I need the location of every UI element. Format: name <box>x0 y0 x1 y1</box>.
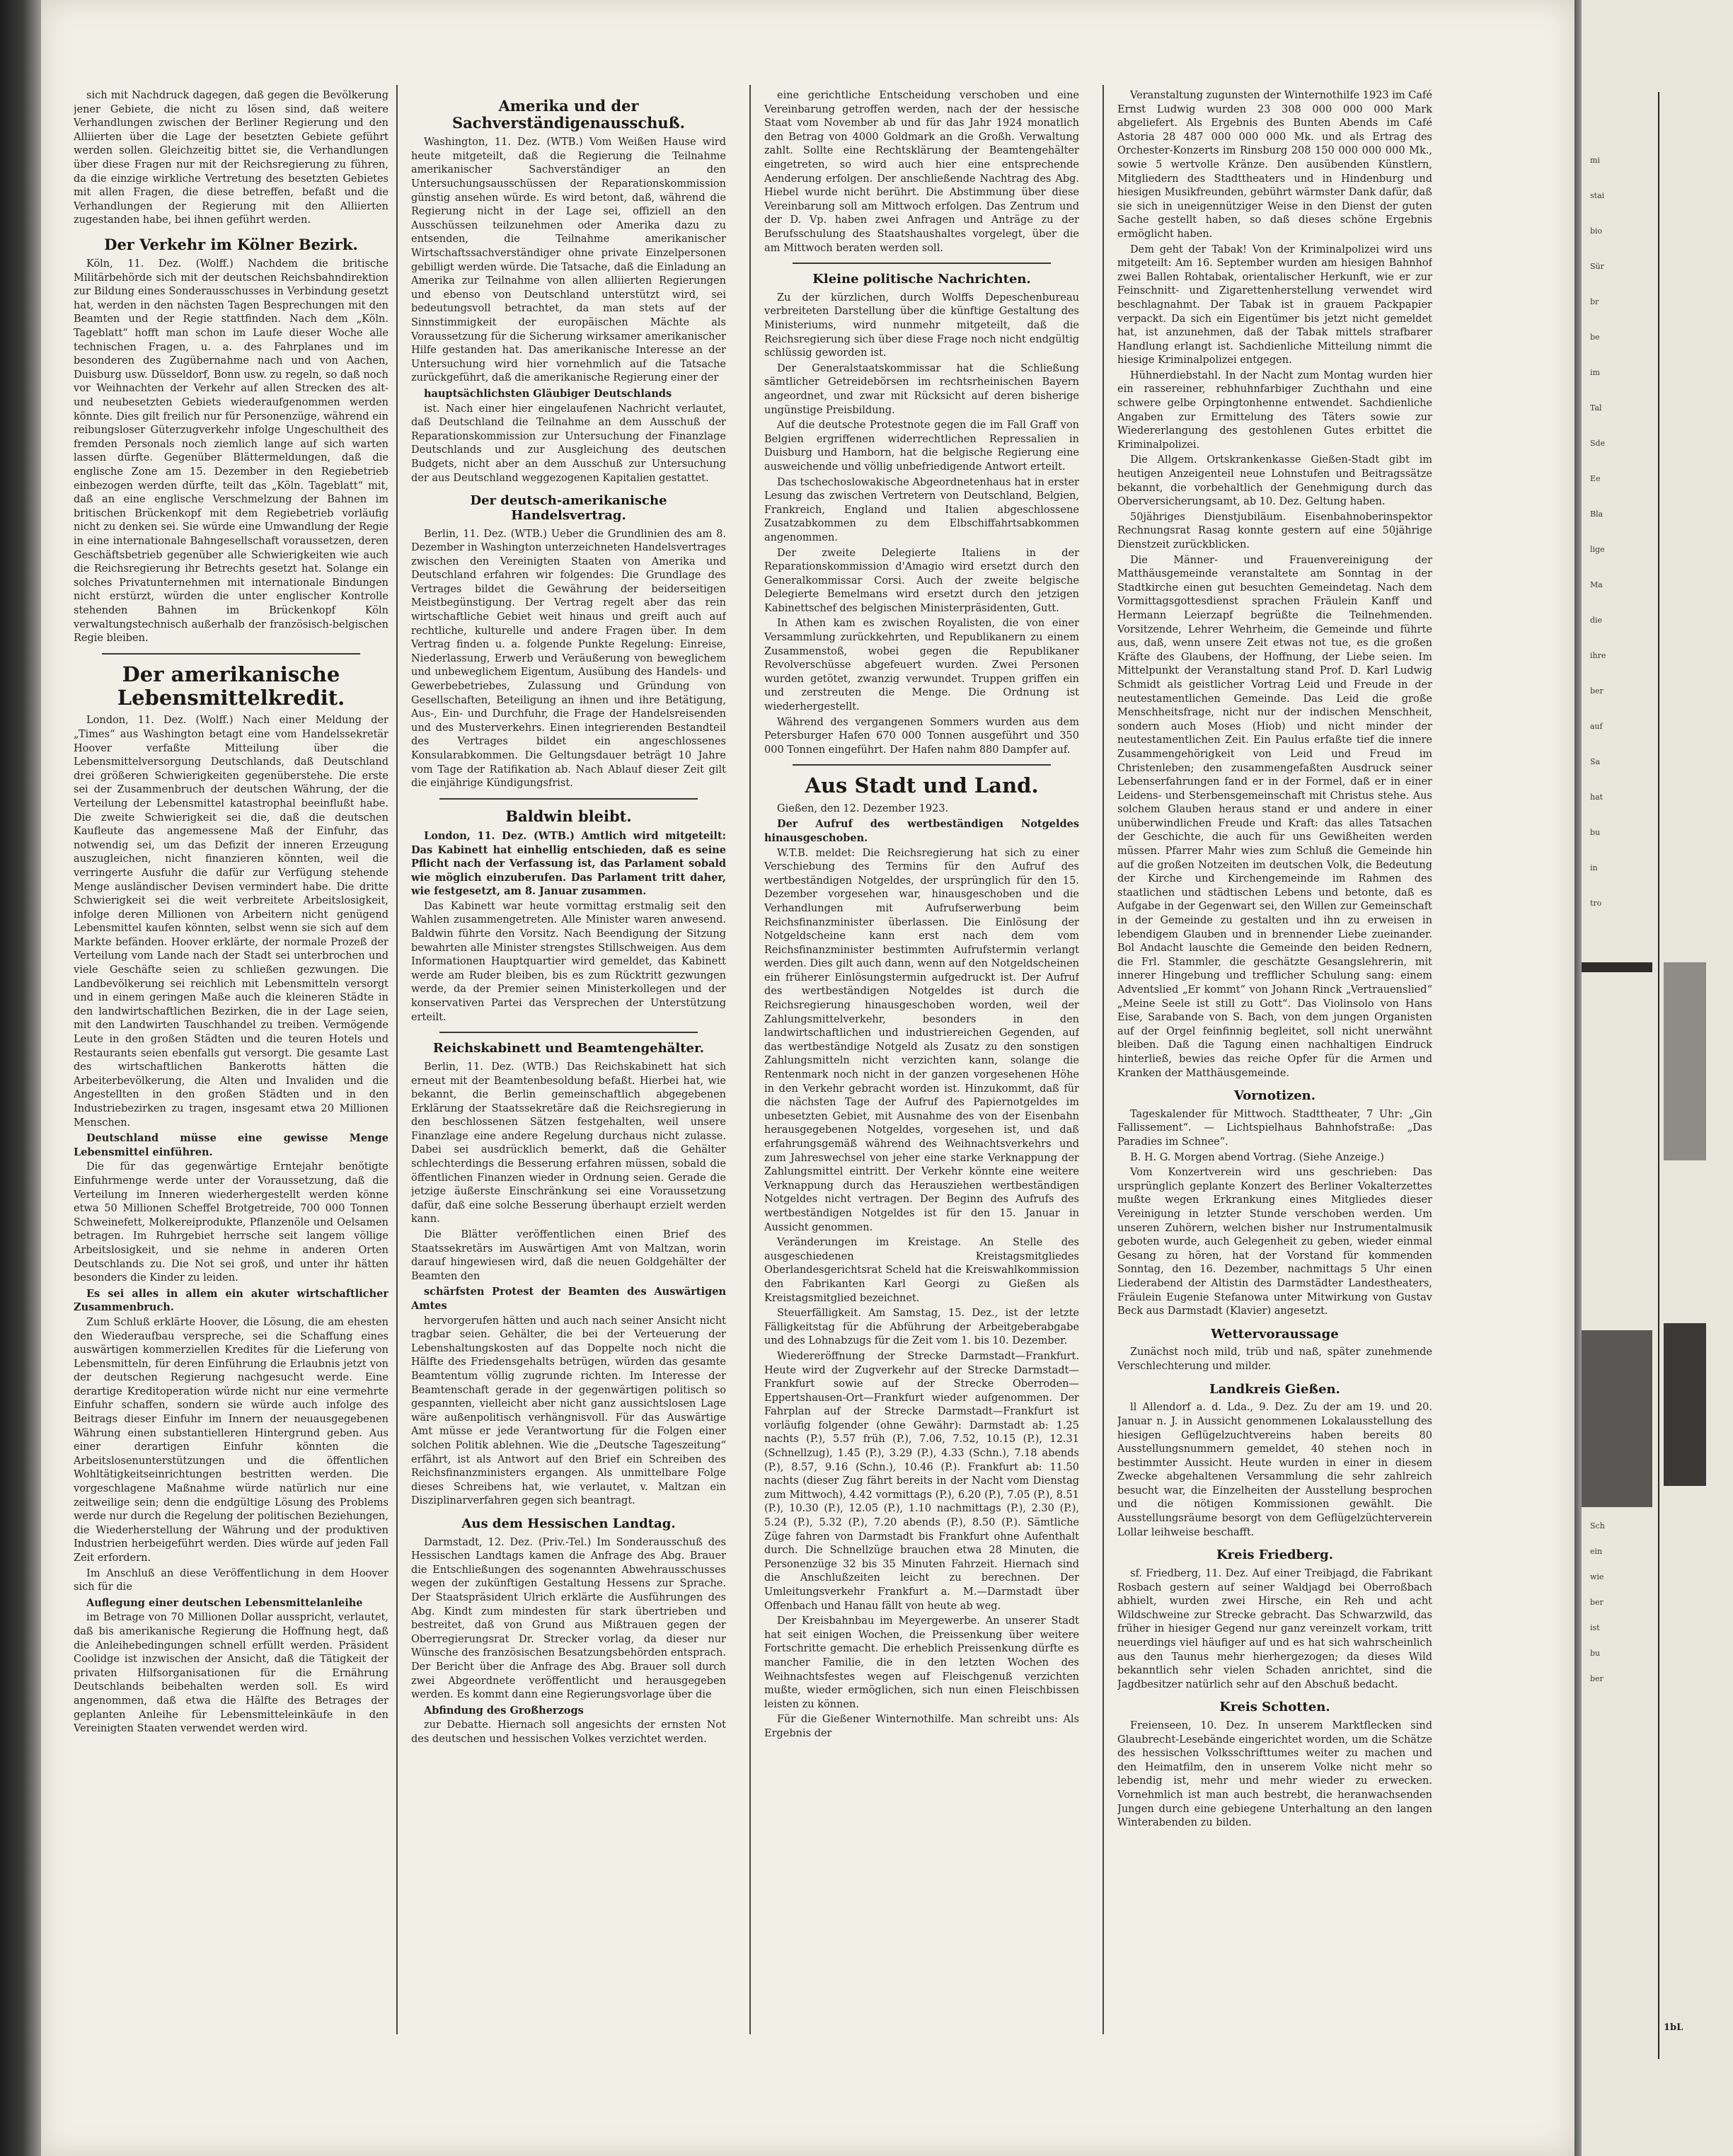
article-paragraph: zur Debatte. Hiernach soll angesichts der ernsten Not des deutschen und hessischen Volkes verzichtet werden. <box>411 1719 726 1745</box>
adjacent-text-fragment: tro <box>1590 899 1602 908</box>
article-subhead: Deutschland müsse eine gewisse Menge Lebensmittel einführen. <box>74 1132 388 1158</box>
adjacent-text-fragment: ber <box>1590 1598 1604 1607</box>
section-rule <box>793 263 1051 264</box>
article-paragraph: ll Allendorf a. d. Lda., 9. Dez. Zu der am 19. und 20. Januar n. J. in Aussicht genommenen Lokalausstellung des hiesigen Geflügelzuchtvereins haben bereits 80 Ausstellungsnummern gemeldet, 40 stehen noch in bestimmter Aussicht. Heute wurden in einer in diesem Zwecke abgehaltenen Versammlung die sehr zahlreich besucht war, die Einzelheiten der Ausstellung besprochen und die nötigen Kommissionen gewählt. Die Ausstellungsräume besorgt von dem Geflügelzüchterverein Lollar leihweise beschafft. <box>1117 1402 1432 1538</box>
article-paragraph: Darmstadt, 12. Dez. (Priv.-Tel.) Im Sonderausschuß des Hessischen Landtags kamen die Anfrage des Abg. Brauer die Entschließungen des sogenannten Abwehrausschusses wegen der zukünftigen Gestaltung Hessens zur Sprache. Der Staatspräsident Ulrich erklärte die Ausführungen des Abg. Kindt zum mindesten für stark übertrieben und bestreitet, daß von Grund aus Mißtrauen gegen der Oberregierungsrat Dr. Strecker vorlag, da dieser nur Wünsche des französischen Besatzungsbehörden entsprach. Der Bericht über die Anfrage des Abg. Brauer soll durch zwei Abgeordnete veröffentlicht und herausgegeben werden. Es kommt dann eine Regierungsvorlage über die <box>411 1536 726 1701</box>
section-rule <box>793 764 1051 766</box>
adjacent-headline-block <box>1582 962 1652 972</box>
article-subhead: hauptsächlichsten Gläubiger Deutschlands <box>424 387 672 400</box>
article-paragraph: Während des vergangenen Sommers wurden aus dem Petersburger Hafen 670 000 Tonnen ausgeführt und 350 000 Tonnen eingeführt. Der Hafen nahm 880 Dampfer auf. <box>764 716 1079 756</box>
article-subhead: Abfindung des Großherzogs <box>424 1704 584 1717</box>
article-paragraph: Veranstaltung zugunsten der Winternothilfe 1923 im Café Ernst Ludwig wurden 23 308 000 000 000 Mark abgeliefert. Als Ergebnis des Bunten Abends im Café Astoria 28 487 000 000 000 Mk. und als Ertrag des Orchester-Konzerts im Rinsburg 208 150 000 000 000 Mk., sowie 5 wertvolle Kränze. Den ausübenden Künstlern, Mitgliedern des Stadttheaters und in Hindenburg und hiesigen Musikfreunden, gebührt wärmster Dank dafür, daß sie sich in uneigennütziger Weise in den Dienst der guten Sache gestellt haben, so daß dieses schöne Ergebnis ermöglicht haben. <box>1117 90 1432 240</box>
article-paragraph: Veränderungen im Kreistage. An Stelle des ausgeschiedenen Kreistagsmitgliedes Oberlandesgerichtsrat Scheld hat die Kreiswahlkommission den Fabrikanten Karl Georgi zu Gießen als Kreistagsmitglied bezeichnet. <box>764 1237 1079 1304</box>
adjacent-text-fragment: ein <box>1590 1547 1603 1556</box>
column-2 <box>411 89 726 2028</box>
article-paragraph: hervorgerufen hätten und auch nach seiner Ansicht nicht tragbar seien. Gehälter, die bei der Verteuerung der Lebenshaltungskosten auf das Doppelte noch nicht die Hälfte des Friedensgehalts betrügen, würden das gesamte Beamtentum völlig zugrunde richten. Im Interesse der Beamtenschaft gerade in der gegenwärtigen politisch so gespannten, vielleicht aber nicht ganz aussichtslosen Lage wäre außenpolitisch verhängnisvoll. Für das Auswärtige Amt müsse er jede Verantwortung für die Folgen einer solchen Politik ablehnen. Wie die „Deutsche Tageszeitung“ erfährt, ist als Antwort auf den Brief ein Schreiben des Reichsfinanzministers ergangen. Als unmittelbare Folge dieses Schreibens hat, wie verlautet, v. Maltzan ein Disziplinarverfahren gegen sich beantragt. <box>411 1315 726 1507</box>
article-paragraph: Köln, 11. Dez. (Wolff.) Nachdem die britische Militärbehörde sich mit der deutschen Reichsbahndirektion zur Bildung eines Sonderausschusses in Verbindung gesetzt hat, werden in den nächsten Tagen Besprechungen mit den Beamten und der Regie stattfinden. Nach dem „Köln. Tageblatt“ hofft man schon im Laufe dieser Woche alle technischen Fragen, u. a. des Fahrplanes und im besonderen des Zugübernahme nach und von Aachen, Duisburg usw. Düsseldorf, Bonn usw. zu regeln, so daß noch vor Weihnachten der Verkehr auf allen Strecken des alt- und neubesetzten Gebiets wiederaufgenommen werden könnte. Dies gilt freilich nur für Personenzüge, während ein reibungsloser Güterzugverkehr infolge Ungeschultheit des fremden Personals noch ziemlich lange auf sich warten lassen dürfte. Gegenüber Blättermeldungen, daß die englische Zone am 15. Dezember in den Regiebetrieb einbezogen werden dürfte, teilt das „Köln. Tageblatt“ mit, daß an eine englische Verschmelzung der Bahnen im britischen Brückenkopf mit dem Regiebetrieb vorläufig nicht zu denken sei. Sie würde eine Umwandlung der Regie in eine internationale Bahngesellschaft voraussetzen, deren Geschäftsbetrieb gegenüber alle Schwierigkeiten wie auch die Reichsregierung ihr Betrechts gesetzt hat. Solange ein solches Privatunternehmen mit internationale Bindungen nicht erstürzt, würden die unter englischer Kontrolle stehenden Bahnen im Brückenkopf Köln verwaltungstechnisch außerhalb der französisch-belgischen Regie bleiben. <box>74 258 388 645</box>
article-paragraph: Die Blätter veröffentlichen einen Brief des Staatssekretärs im Auswärtigen Amt von Maltzan, worin darauf hingewiesen wird, daß die neuen Goldgehälter der Beamten den <box>411 1229 726 1282</box>
article-headline: Baldwin bleibt. <box>505 807 632 825</box>
article-paragraph: London, 11. Dez. (Wolff.) Nach einer Meldung der „Times“ aus Washington betagt eine vom Handelssekretär Hoover verfaßte Mitteilung über die Lebensmittelversorgung Deutschlands, daß Deutschland drei größeren Schwierigkeiten gegenüberstehe. Die erste sei der Zusammenbruch der deutschen Währung, der die Verteilung der Lebensmittel katastrophal beeinflußt habe. Die zweite Schwierigkeit sei die, daß die deutschen Kaufleute das angemessene Maß der Einfuhr, das notwendig sei, um das Defizit der inneren Erzeugung auszugleichen, nicht finanzieren könnten, weil die verringerte Ausfuhr die dafür zur Verfügung stehende Menge ausländischer Devisen vermindert habe. Die dritte Schwierigkeit sei die weit verbreitete Arbeitslosigkeit, infolge deren Millionen von Arbeitern nicht genügend Lebensmittel kaufen könnten, selbst wenn sie sich auf dem Markte befänden. Hoover erklärte, der normale Prozeß der Verteilung vom Lande nach der Stadt sei unterbrochen und viele Geschäfte seien zu schließen gezwungen. Die Landbevölkerung sei reichlich mit Lebensmitteln versorgt und in einem geringen Maße auch die kleineren Städte in den landwirtschaftlichen Bezirken, die in der Lage seien, mit den Landwirten Tauschhandel zu treiben. Vermögende Leute in den großen Städten und die teuren Hotels und Restaurants seien ebenfalls gut versorgt. Die gesamte Last des wirtschaftlichen Bankerotts hätten die Arbeiterbevölkerung, die Alten und Invaliden und die Angestellten in den großen Städten und in den Industriebezirken zu tragen, insgesamt etwa 20 Millionen Menschen. <box>74 715 388 1129</box>
adjacent-text-fragment: bu <box>1590 828 1601 837</box>
article-paragraph: Washington, 11. Dez. (WTB.) Vom Weißen Hause wird heute mitgeteilt, daß die Regierung die Teilnahme amerikanischer Sachverständiger an den Untersuchungsausschüssen der Reparationskommission günstig ansehen würde. Es wird betont, daß, während die Regierung nicht in der Lage sei, offiziell an den Ausschüssen teilzunehmen oder Amerika dazu zu entsenden, die Teilnahme amerikanischer Wirtschaftssachverständiger ohne private Einzelpersonen gebilligt werden würde. Die Tatsache, daß die Einladung an Amerika zur Teilnahme von allen alliierten Regierungen und ebenso von Deutschland unterstützt wird, sei bedeutungsvoll betrachtet, da man stets auf der Sinnstimmigkeit der europäischen Mächte als Voraussetzung für die Sicherung wirksamer amerikanischer Hilfe gestanden hat. Das amerikanische Interesse an der Untersuchung wird hier vornehmlich auf die Tatsache zurückgeführt, daß die amerikanische Regierung einer der <box>411 137 726 384</box>
article-paragraph: Tageskalender für Mittwoch. Stadttheater, 7 Uhr: „Gin Fallissement“. — Lichtspielhaus Bahnhofstraße: „Das Paradies im Schnee“. <box>1117 1108 1432 1148</box>
section-rule <box>439 798 698 800</box>
article-paragraph: Die Männer- und Frauenvereinigung der Matthäusgemeinde veranstaltete am Sonntag in der Stadtkirche einen gut besuchten Gemeindetag. Nach dem Vormittagsgottesdienst sprachen Fräulein Kanff und Hermann Leierzapf begrüßte die Teilnehmenden. Vorsitzende, Lehrer Wehrheim, die Gemeinde und führte aus, daß, wenn unsere Zeit etwas not tue, es die großen Kräfte des Glaubens, der Hoffnung, der Liebe seien. Im Mittelpunkt der Veranstaltung stand Prof. D. Karl Ludwig Schmidt als geistlicher Vortrag Leid und Freude in der neutestamentlichen Gemeinde. Das Leid die große Menschheitsfrage, nicht nur der indischen Menschheit, sondern auch Moses (Hiob) und nicht minder der neutestamentlichen Zeit. Ein Paulus erfaßte tief die innere Zusammengehörigkeit von Leid und Freud im Christenleben; den zusammengefaßten Ausdruck seiner Lebenserfahrungen fand er in der Formel, daß er in einer Leidens- und Sterbensgemeinschaft mit Christus stehe. Aus solchem Glauben heraus stand er und andere in einer unüberwindlichen Freude und Kraft: das alles Tatsachen der Geschichte, die auch für uns Gewißheiten werden müssen. Pfarrer Mahr wies zum Schluß die Gemeinde hin auf die großen Notzeiten im deutschen Volk, die Bedeutung der Kirche und Kirchengemeinde im Rahmen des staatlichen und städtischen Lebens und betonte, daß es Aufgabe in der Gegenwart sei, den Willen zur Gemeinschaft in der Gemeinde zu gestalten und ihn zu erweisen in lebendigem Glauben und in brennender Liebe zueinander. Bol Andacht lauschte die Gemeinde den beiden Rednern, die Frl. Stammler, die geschätzte Gesangslehrerin, mit innerer Hingebung und trefflicher Schulung sang: einem Adventslied „Er kommt“ von Johann Rinck „Vertrauenslied“ „Meine Seele ist still zu Gott“. Das Violinsolo von Hans Eise, Sarabande von S. Bach, von dem jungen Organisten auf der Orgel feinfinnig begleitet, soll nicht unerwähnt bleiben. Daß die Tagung einen nachhaltigen Eindruck hinterließ, bewies das reiche Opfer für die Armen und Kranken der Matthäusgemeinde. <box>1117 554 1432 1079</box>
adjacent-headline-block <box>1664 962 1706 1160</box>
article-paragraph: W.T.B. meldet: Die Reichsregierung hat sich zu einer Verschiebung des Termins für den Aufruf des wertbeständigen Notgeldes, der ursprünglich für den 15. Dezember vorgesehen war, hinausgeschoben und die Verhandlungen mit Aufrufserwerbung beim Reichsfinanzminister überlassen. Die Einlösung der Notgeldscheine kann erst nach dem vom Reichsfinanzminister bestimmten Aufrufstermin verlangt werden. Dies gilt auch dann, wenn auf den Notgeldscheinen ein früherer Einlösungstermin aufgedruckt ist. Der Aufruf des wertbeständigen Notgeldes ist durch die Reichsregierung hinausgeschoben worden, weil der Zahlungsmittelverkehr, besonders in den landwirtschaftlichen und industriereichen Gegenden, auf das wertbeständige Notgeld als Zusatz zu den sonstigen Zahlungsmitteln nicht verzichten kann, solange die Rentenmark noch nicht in der ganzen vorgesehenen Höhe in den Verkehr gebracht worden ist. Hinzukommt, daß für die nächsten Tage der Aufruf des Papiernotgeldes im unbesetzten Gebiet, mit Ausnahme des von der Eisenbahn herausgegebenen Notgeldes, vorgesehen ist, und daß erfahrungsgemäß während des Weihnachtsverkehrs und zum Jahreswechsel von jeher eine starke Verknappung der Zahlungsmittel eintritt. Der Verkehr könnte eine weitere Verknappung durch das Herausziehen wertbeständigen Notgeldes nicht vertragen. Der Beginn des Aufrufs des wertbeständigen Notgeldes ist für den 15. Januar in Aussicht genommen. <box>764 847 1079 1233</box>
article-paragraph: Zunächst noch mild, trüb und naß, später zunehmende Verschlechterung und milder. <box>1117 1347 1432 1373</box>
adjacent-text-fragment: bio <box>1590 226 1603 236</box>
column-rule <box>749 85 751 2034</box>
article-paragraph: eine gerichtliche Entscheidung verschoben und eine Vereinbarung getroffen werden, nach der der hessische Staat vom November ab und für das Jahr 1924 monatlich den Betrag von 4000 Goldmark an die Großh. Verwaltung zahlt. Sollte eine Rechtsklärung der Beamtengehälter eingetreten, so wird auch hier eine entsprechende Aenderung erfolgen. Der anschließende Nachtrag des Abg. Hiebel wurde nicht berührt. Die Abstimmung über diese Vereinbarung soll am Mittwoch erfolgen. Das Zentrum und der D. Vp. haben zwei Anfragen und Anträge zu der Berufsschulung des Staatshaushaltes vorgelegt, über die am Mittwoch beraten werden soll. <box>764 90 1079 254</box>
article-paragraph: Die für das gegenwärtige Erntejahr benötigte Einfuhrmenge werde unter der Voraussetzung, daß die Verteilung im Inneren wiederhergestellt werden könne etwa 50 Millionen Scheffel Brotgetreide, 700 000 Tonnen Schweinefett, Molkereiprodukte, Pflanzenöle und Oelsamen betragen. Im Ruhrgebiet herrsche seit langem völlige Arbeitslosigkeit, und sie nehme in anderen Orten Deutschlands zu. Die Not sei groß, und unter ihr hätten besonders die Kinder zu leiden. <box>74 1161 388 1284</box>
adjacent-text-fragment: auf <box>1590 722 1603 731</box>
article-paragraph: Berlin, 11. Dez. (WTB.) Das Reichskabinett hat sich erneut mit der Beamtenbesoldung befaßt. Hierbei hat, wie bekannt, die Berlin gemeinschaftlich abgegebenen Erklärung der Staatssekretäre daß die Reichsregierung in den beschlossenen Sätzen festgehalten, weil unsere Finanzlage eine andere Regelung durchaus nicht zulasse. Dabei sei ausdrücklich bemerkt, daß die Gehälter schlechterdings die Besserung erfahren müssen, sobald die öffentlichen Finanzen wieder in Ordnung seien. Gerade die jetzige äußerste Einschränkung sei eine Voraussetzung dafür, daß eine solche Besserung überhaupt erzielt werden kann. <box>411 1061 726 1226</box>
article-paragraph: Das tschechoslowakische Abgeordnetenhaus hat in erster Lesung das zwischen Vertretern von Deutschland, Belgien, Frankreich, England und Italien abgeschlossene Zusatzabkommen zu dem Elbschiffahrtsabkommen angenommen. <box>764 476 1079 543</box>
article-paragraph: Der Generalstaatskommissar hat die Schließung sämtlicher Getreidebörsen im rechtsrheinischen Bayern angeordnet, und zwar mit Rücksicht auf deren bisherige ungünstige Preisbildung. <box>764 362 1079 416</box>
article-paragraph: In Athen kam es zwischen Royalisten, die von einer Versammlung zurückkehrten, und Republikanern zu einem Zusammenstoß, wobei gegen die Republikaner Revolverschüsse abgefeuert wurden. Zwei Personen wurden getötet, zwanzig verwundet. Truppen griffen ein und zerstreuten die Menge. Die Ordnung ist wiederhergestellt. <box>764 618 1079 713</box>
adjacent-text-fragment: stai <box>1590 191 1605 200</box>
article-paragraph: Im Anschluß an diese Veröffentlichung in dem Hoover sich für die <box>74 1567 388 1593</box>
column-4 <box>1117 89 1432 2028</box>
adjacent-text-fragment: Sür <box>1590 262 1604 271</box>
article-paragraph: im Betrage von 70 Millionen Dollar ausspricht, verlautet, daß bis amerikanische Regierung die Hoffnung hegt, daß die Anleihebedingungen schnell erfüllt werden. Präsident Coolidge ist inzwischen der Ansicht, daß die Tätigkeit der privaten Hilfsorganisationen für die Ernährung Deutschlands beibehalten werden soll. Es wird angenommen, daß etwa die Hälfte des Betrages der geplanten Anleihe für Lebensmitteleinkäufe in den Vereinigten Staaten verwendet werden wird. <box>74 1612 388 1735</box>
article-headline: Kreis Friedberg. <box>1216 1547 1333 1563</box>
article-paragraph: Die Allgem. Ortskrankenkasse Gießen-Stadt gibt im heutigen Anzeigenteil neue Lohnstufen und Beitragssätze bekannt, die vorbehaltlich der Genehmigung durch das Oberversicherungsamt, ab 10. Dez. Geltung haben. <box>1117 454 1432 508</box>
article-paragraph: Vom Konzertverein wird uns geschrieben: Das ursprünglich geplante Konzert des Berliner Vokalterzettes mußte wegen Erkrankung eines Mitgliedes dieser Vereinigung in letzter Stunde verschoben werden. Um unseren Zuhörern, welchen bisher nur Instrumentalmusik geboten wurde, auch Gelegenheit zu geben, wieder einmal Gesang zu hören, hat der Vorstand für kommenden Sonntag, den 16. Dezember, nachmittags 5 Uhr einen Liederabend der Altistin des Darmstädter Landestheaters, Fräulein Eugenie Stefanowa unter Mitwirkung von Gustav Beck aus Darmstadt (Klavier) angesetzt. <box>1117 1167 1432 1318</box>
article-paragraph: sf. Friedberg, 11. Dez. Auf einer Treibjagd, die Fabrikant Rosbach gestern auf seiner Waldjagd bei Oberroßbach abhielt, wurden zwei Hirsche, ein Reh und acht Wildschweine zur Strecke gebracht. Das Schwarzwild, das früher in hiesiger Gegend nur ganz vereinzelt vorkam, tritt neuerdings viel häufiger auf und es hat sich wahrscheinlich aus den Taunus mehr hierhergezogen; da dieses Wild bekanntlich sehr vielen Schaden anrichtet, sind die Jagdbesitzer natürlich sehr auf den Abschuß bedacht. <box>1117 1567 1432 1690</box>
article-subhead: Es sei alles in allem ein akuter wirtschaftlicher Zusammenbruch. <box>74 1287 388 1314</box>
article-paragraph: B. H. G. Morgen abend Vortrag. (Siehe Anzeige.) <box>1130 1151 1384 1163</box>
adjacent-text-fragment: die <box>1590 616 1603 625</box>
article-paragraph: Gießen, den 12. Dezember 1923. <box>777 802 949 814</box>
adjacent-page-mark: 1bL <box>1664 2022 1683 2033</box>
article-headline: Wettervoraussage <box>1211 1326 1339 1342</box>
adjacent-text-fragment: Bla <box>1590 509 1604 519</box>
adjacent-text-fragment: bu <box>1590 1649 1601 1658</box>
adjacent-text-fragment: hat <box>1590 792 1604 802</box>
article-paragraph: Hühnerdiebstahl. In der Nacht zum Montag wurden hier ein rassereiner, rebhuhnfarbiger Zuchthahn und eine schwere gelbe Orpingtonhenne entwendet. Sachdienliche Angaben zur Ermittelung des Täters sowie zur Wiedererlangung des gestohlenen Gutes erbittet die Kriminalpolizei. <box>1117 369 1432 451</box>
column-rule <box>1102 85 1104 2034</box>
article-headline: Kleine politische Nachrichten. <box>812 272 1031 287</box>
article-subhead: schärfsten Protest der Beamten des Auswärtigen Amtes <box>411 1286 726 1313</box>
adjacent-text-fragment: ber <box>1590 686 1604 696</box>
article-subhead: Auflegung einer deutschen Lebensmittelanleihe <box>86 1596 363 1609</box>
article-headline: Aus Stadt und Land. <box>805 773 1039 798</box>
article-headline: Vornotizen. <box>1233 1088 1316 1104</box>
adjacent-text-fragment: Sa <box>1590 757 1601 766</box>
article-paragraph: Freienseen, 10. Dez. In unserem Marktflecken sind Glaubrecht-Lesebände eingerichtet worden, um die Schätze des hessischen Volksschrifttumes weiter zu machen und den Heimatfilm, den in unserem Volke nicht mehr so lebendig ist, mehr und mehr wieder zu erwecken. Vornehmlich ist man auch bestrebt, die heranwachsenden Jungen durch eine gebiegene Unterhaltung an den langen Winterabenden zu bilden. <box>1117 1719 1432 1829</box>
adjacent-text-fragment: lige <box>1590 545 1605 554</box>
adjacent-text-fragment: ihre <box>1590 651 1606 660</box>
column-1 <box>74 89 388 2028</box>
adjacent-page-text-lower <box>1590 1521 1647 1734</box>
article-paragraph: 50jähriges Dienstjubiläum. Eisenbahnoberinspektor Rechnungsrat Rasag konnte gestern auf eine 50jährige Dienstzeit zurückblicken. <box>1117 511 1432 550</box>
adjacent-page <box>1574 0 1733 2156</box>
article-paragraph: Zum Schluß erklärte Hoover, die Lösung, die am ehesten den Wiederaufbau verspreche, sei die Schaffung eines auswärtigen kommerziellen Kredites für die Lieferung von Lebensmitteln, für deren Einführung die Erlaubnis jetzt von der deutschen Regierung nachgesucht werde. Eine derartige Kreditoperation würde nicht nur eine vermehrte Einfuhr schaffen, sondern sie würde auch infolge des Beitrags dieser Einfuhr im Innern der neuausgegebenen Währung einen substantielleren Hintergrund geben. Aus einer derartigen Einfuhr könnten die Arbeitslosenunterstützungen und die öffentlichen Wohltätigkeitseinrichtungen bestritten werden. Die vorgeschlagene Maßnahme würde natürlich nur eine zeitweilige sein; denn die endgültige Lösung des Problems werde nur durch die Regelung der politischen Beziehungen, die Wiederherstellung der Währung und der produktiven Industrien herbeigeführt werden. Dies würde auf jeden Fall Zeit erfordern. <box>74 1316 388 1564</box>
column-rule <box>396 85 398 2034</box>
adjacent-column-rule <box>1658 92 1659 2059</box>
article-subhead: Der Aufruf des wertbeständigen Notgeldes hinausgeschoben. <box>764 818 1079 844</box>
adjacent-text-fragment: ber <box>1590 1674 1604 1683</box>
adjacent-text-fragment: ist <box>1590 1623 1600 1632</box>
adjacent-text-fragment: wie <box>1590 1572 1604 1581</box>
article-headline: Der amerikanische Lebensmittelkredit. <box>117 662 345 710</box>
adjacent-text-fragment: Sch <box>1590 1521 1605 1530</box>
page-gutter <box>1574 0 1582 2156</box>
article-headline: Der deutsch-amerikanische Handelsvertrag. <box>470 493 667 523</box>
adjacent-headline-block <box>1582 1330 1652 1507</box>
article-headline: Amerika und der Sachverständigenausschuß. <box>452 97 685 132</box>
article-paragraph: Wiedereröffnung der Strecke Darmstadt—Frankfurt. Heute wird der Zugverkehr auf der Strecke Darmstadt—Frankfurt sowie auf der Strecke Oberroden—Eppertshausen-Ort—Frankfurt wieder aufgenommen. Der Fahrplan auf der Strecke Darmstadt—Frankfurt ist vorläufig folgender (ohne Gewähr): Darmstadt ab: 1.25 nachts (P.), 5.57 früh (P.), 7.06, 7.52, 10.15 (P.), 12.31 (Schnellzug), 1.45 (P.), 3.29 (P.), 4.33 (Schn.), 7.18 abends (P.), 8.57, 9.16 (Schn.), 10.46 (P.). Frankfurt ab: 11.50 nachts (dieser Zug fährt bereits in der Nacht vom Dienstag zum Mittwoch), 4.42 vormittags (P.), 6.20 (P.), 7.05 (P.), 8.51 (P.), 10.30 (P.), 12.05 (P.), 1.10 nachmittags (P.), 2.30 (P.), 5.24 (P.), 5.32 (P.), 7.20 abends (P.), 8.50 (P.). Sämtliche Züge fahren von Darmstadt bis Frankfurt ohne Aufenthalt durch. Die Schnellzüge brauchen etwa 28 Minuten, die Personenzüge 32 bis 35 Minuten Fahrzeit. Hiernach sind die Anschlußzeiten leicht zu berechnen. Der Umleitungsverkehr Frankfurt a. M.—Darmstadt über Offenbach und Hanau fällt von heute ab weg. <box>764 1350 1079 1612</box>
adjacent-text-fragment: mi <box>1590 156 1600 165</box>
article-paragraph: Auf die deutsche Protestnote gegen die im Fall Graff von Belgien ergriffenen widerrechtlichen Repressalien in Duisburg und Hamborn, hat die belgische Regierung eine ausweichende und völlig unbefriedigende Antwort erteilt. <box>764 420 1079 473</box>
article-paragraph: Berlin, 11. Dez. (WTB.) Ueber die Grundlinien des am 8. Dezember in Washington unterzeichneten Handelsvertrages zwischen den Vereinigten Staaten von Amerika und Deutschland erfahren wir folgendes: Die Grundlage des Vertrages bildet die Gewährung der beiderseitigen Meistbegünstigung. Der Vertrag regelt aber das rein wirtschaftliche Gebiet weit hinaus und greift auch auf rechtliche, kulturelle und andere Fragen über. In dem Vertrag finden u. a. folgende Punkte Regelung: Einreise, Niederlassung, Erwerb und Veräußerung von beweglichem und unbeweglichem Eigentum, Ausübung des Handels- und Gewerbebetriebes, Zulassung und Gründung von Gesellschaften, Beteiligung an ihnen und ihre Betätigung, Aus-, Ein- und Durchfuhr, die Frage der Handelsreisenden und des Musterverkehrs. Einen integrierenden Bestandteil des Vertrages bildet ein angeschlossenes Konsularabkommen. Die Geltungsdauer beträgt 10 Jahre vom Tage der Ratifikation ab. Nach Ablauf dieser Zeit gilt die einjährige Kündigungsfrist. <box>411 528 726 790</box>
section-rule <box>102 653 360 655</box>
section-rule <box>439 1032 698 1033</box>
article-paragraph: Für die Gießener Winternothilfe. Man schreibt uns: Als Ergebnis der <box>764 1714 1079 1739</box>
article-paragraph: Zu der kürzlichen, durch Wolffs Depeschenbureau verbreiteten Darstellung über die künftige Gestaltung des Ministeriums, wird nunmehr mitgeteilt, daß die Reichsregierung sich über diese Frage noch nicht endgültig schlüssig geworden ist. <box>764 292 1079 359</box>
adjacent-text-fragment: br <box>1590 297 1599 306</box>
adjacent-headline-block <box>1664 1323 1706 1486</box>
article-paragraph: Steuerfälligkeit. Am Samstag, 15. Dez., ist der letzte Fälligkeitstag für die Abführung der Arbeitgeberabgabe und des Lohnabzugs für die Zeit vom 1. bis 10. Dezember. <box>764 1308 1079 1347</box>
article-subhead: London, 11. Dez. (WTB.) Amtlich wird mitgeteilt: Das Kabinett hat einhellig entschieden, daß es seine Pflicht nach der Verfassung ist, das Parlament sobald wie möglich einzuberufen. Das Parlament tritt daher, wie festgesetzt, am 8. Januar zusammen. <box>411 829 726 898</box>
article-headline: Landkreis Gießen. <box>1209 1381 1340 1397</box>
article-headline: Reichskabinett und Beamtengehälter. <box>432 1041 705 1056</box>
adjacent-text-fragment: Tal <box>1590 403 1602 413</box>
article-headline: Aus dem Hessischen Landtag. <box>461 1516 676 1531</box>
article-headline: Der Verkehr im Kölner Bezirk. <box>104 235 358 253</box>
article-paragraph: sich mit Nachdruck dagegen, daß gegen die Bevölkerung jener Gebiete, die nicht zu lösen sind, daß weitere Verhandlungen zwischen der Berliner Regierung und den Alliierten über die Lage der besetzten Gebiete geführt werden sollen. Gleichzeitig bittet sie, die Verhandlungen über diese Fragen nur mit der Reichsregierung zu führen, da die einzige wirkliche Vertretung des besetzten Gebietes mit allen Fragen, die diese betreffen, befaßt und die Verhandlungen der Regierung mit den Alliierten zugestanden habe, bei ihnen geführt werden. <box>74 90 388 226</box>
column-3 <box>764 89 1079 2028</box>
adjacent-page-text <box>1590 156 1647 948</box>
article-paragraph: ist. Nach einer hier eingelaufenen Nachricht verlautet, daß Deutschland die Teilnahme an dem Ausschuß der Reparationskommission zur Untersuchung der Finanzlage Deutschlands und zur Ausgleichung des deutschen Budgets, nicht aber an dem Ausschuß zur Untersuchung der aus Deutschland weggezogenen Kapitalien gestattet. <box>411 403 726 484</box>
book-binding <box>0 0 41 2156</box>
article-paragraph: Der zweite Delegierte Italiens in der Reparationskommission d'Amagio wird ersetzt durch den Generalkommissar Corsi. Auch der zweite belgische Delegierte Bemelmans wird ersetzt durch den jetzigen Kabinettschef des belgischen Ministerpräsidenten, Gutt. <box>764 547 1079 614</box>
newspaper-page <box>41 0 1574 2156</box>
article-paragraph: Der Kreisbahnbau im Meyergewerbe. An unserer Stadt hat seit einigen Wochen, die Preissenkung über weitere Fortschritte gemacht. Die erheblich Preissenkung dürfte es mancher Familie, die in den letzten Wochen des Weihnachtsfestes wegen auf Fleischgenuß verzichten mußte, wieder ermöglichen, sich nun einen Fleischbissen leisten zu können. <box>764 1615 1079 1710</box>
article-paragraph: Das Kabinett war heute vormittag erstmalig seit den Wahlen zusammengetreten. Alle Minister waren anwesend. Baldwin führte den Vorsitz. Nach Beendigung der Sitzung bewahrten alle Minister strengstes Stillschweigen. Aus dem Informationen Hauptquartier wird gemeldet, das Kabinett werde am Ruder bleiben, bis es zum Rücktritt gezwungen werde, da der Premier seinen Ministerkollegen und der konservativen Partei das Versprechen der Unterstützung erteilt. <box>411 900 726 1023</box>
adjacent-text-fragment: Ee <box>1590 474 1601 483</box>
adjacent-text-fragment: in <box>1590 863 1598 872</box>
adjacent-text-fragment: be <box>1590 333 1600 342</box>
adjacent-text-fragment: Ma <box>1590 580 1603 589</box>
adjacent-text-fragment: Sde <box>1590 439 1606 448</box>
adjacent-text-fragment: im <box>1590 368 1600 377</box>
article-headline: Kreis Schotten. <box>1219 1700 1330 1715</box>
article-paragraph: Dem geht der Tabak! Von der Kriminalpolizei wird uns mitgeteilt: Am 16. September wurden am hiesigen Bahnhof zwei Ballen Rohtabak, orientalischer Herkunft, wie er zur Feinschnitt- und Zigarettenherstellung verwendet wird beschlagnahmt. Der Tabak ist in grauem Packpapier verpackt. Da sich ein Eigentümer bis jetzt nicht gemeldet hat, ist anzunehmen, daß der Tabak mittels strafbarer Handlung erlangt ist. Sachdienliche Mitteilung nimmt die hiesige Kriminalpolizei entgegen. <box>1117 243 1432 367</box>
